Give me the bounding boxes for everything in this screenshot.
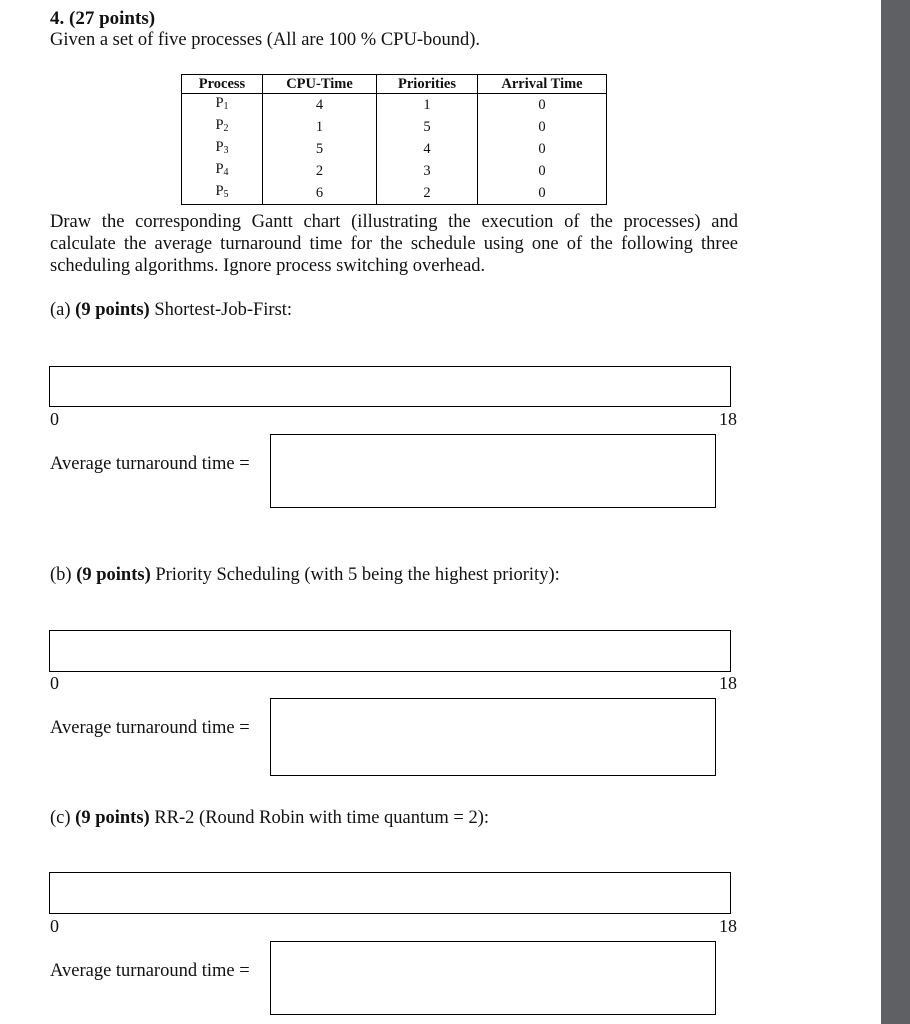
gantt-c-start: 0 bbox=[50, 916, 59, 936]
table-row bbox=[182, 182, 607, 205]
cpu-time-cell: 6 bbox=[263, 182, 377, 205]
cpu-time-cell: 5 bbox=[263, 138, 377, 160]
arrival-cell: 0 bbox=[478, 94, 607, 117]
arrival-cell: 0 bbox=[478, 116, 607, 138]
arrival-cell: 0 bbox=[478, 182, 607, 205]
part-b-title: (b) (9 points) Priority Scheduling (with 5 being the highest priority): bbox=[50, 565, 560, 585]
instructions-line-2: calculate the average turnaround time for the schedule using one of the following three bbox=[50, 234, 738, 254]
part-c-title: (c) (9 points) RR-2 (Round Robin with time quantum = 2): bbox=[50, 808, 490, 828]
arrival-cell: 0 bbox=[478, 160, 607, 182]
gantt-a-start: 0 bbox=[50, 409, 59, 429]
process-cell: $P_3$ bbox=[182, 138, 263, 160]
header-cpu-time: CPU-Time bbox=[263, 75, 377, 94]
process-cell: $P_2$ bbox=[182, 116, 263, 138]
gantt-a-end: 18 bbox=[719, 409, 737, 429]
turnaround-label-a: Average turnaround time = bbox=[50, 454, 250, 474]
turnaround-label-b: Average turnaround time = bbox=[50, 718, 250, 738]
cpu-time-cell: 4 bbox=[263, 94, 377, 117]
turnaround-answer-b-box[interactable] bbox=[270, 698, 716, 776]
instructions-line-1: Draw the corresponding Gantt chart (illustrating the execution of the processes) and bbox=[50, 212, 738, 232]
turnaround-answer-c-box[interactable] bbox=[270, 941, 716, 1015]
priority-cell: 4 bbox=[377, 138, 478, 160]
gantt-chart-b-box[interactable] bbox=[49, 630, 731, 672]
header-process: Process bbox=[182, 75, 263, 94]
process-table bbox=[181, 74, 607, 205]
part-a-title: (a) (9 points) Shortest-Job-First: bbox=[50, 300, 293, 320]
process-cell: $P_4$ bbox=[182, 160, 263, 182]
gantt-chart-a-box[interactable] bbox=[49, 366, 731, 407]
turnaround-label-c: Average turnaround time = bbox=[50, 961, 250, 981]
process-cell: $P_1$ bbox=[182, 94, 263, 117]
viewer-side-panel[interactable] bbox=[881, 0, 910, 1024]
turnaround-answer-a-box[interactable] bbox=[270, 434, 716, 508]
cpu-time-cell: 1 bbox=[263, 116, 377, 138]
question-intro: Given a set of five processes (All are 100 % CPU-bound). bbox=[50, 30, 481, 50]
table-row bbox=[182, 116, 607, 138]
instructions-line-3: scheduling algorithms. Ignore process switching overhead. bbox=[50, 256, 486, 276]
priority-cell: 2 bbox=[377, 182, 478, 205]
gantt-b-end: 18 bbox=[719, 673, 737, 693]
priority-cell: 3 bbox=[377, 160, 478, 182]
table-row bbox=[182, 160, 607, 182]
table-row bbox=[182, 138, 607, 160]
table-header-row bbox=[182, 75, 607, 94]
cpu-time-cell: 2 bbox=[263, 160, 377, 182]
question-heading: 4. (27 points) bbox=[50, 8, 156, 29]
header-priorities: Priorities bbox=[377, 75, 478, 94]
gantt-chart-c-box[interactable] bbox=[49, 872, 731, 914]
table-row bbox=[182, 94, 607, 117]
header-arrival-time: Arrival Time bbox=[478, 75, 607, 94]
process-cell: $P_5$ bbox=[182, 182, 263, 205]
arrival-cell: 0 bbox=[478, 138, 607, 160]
priority-cell: 1 bbox=[377, 94, 478, 117]
gantt-c-end: 18 bbox=[719, 916, 737, 936]
gantt-b-start: 0 bbox=[50, 673, 59, 693]
priority-cell: 5 bbox=[377, 116, 478, 138]
